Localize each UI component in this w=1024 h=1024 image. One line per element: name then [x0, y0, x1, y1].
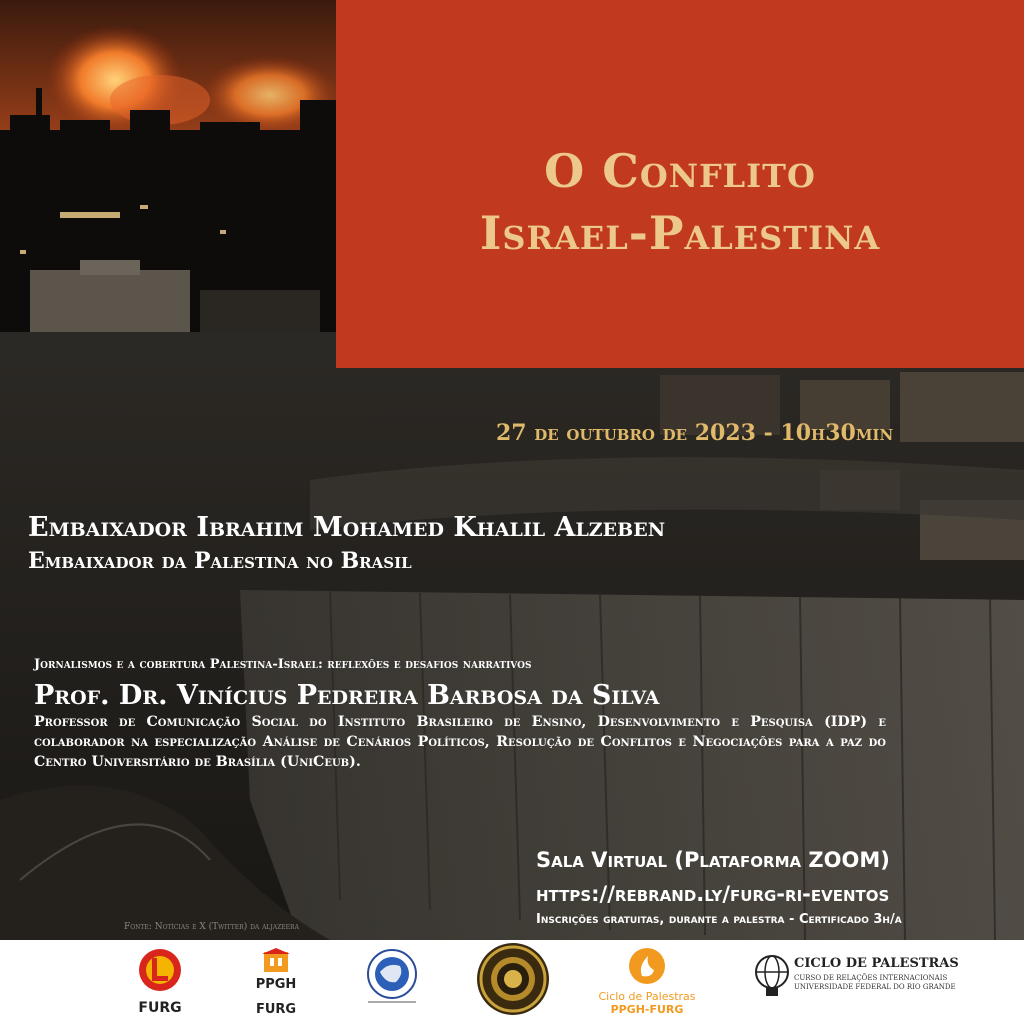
ppgh-label-bottom: FURG [255, 1002, 297, 1017]
golden-seal-icon [476, 942, 550, 1016]
ambassador-role: Embaixador da Palestina no Brasil [28, 548, 412, 574]
ppgh-label-top: PPGH [255, 977, 297, 992]
event-date: 27 de outubro de 2023 - 10h30min [496, 420, 894, 446]
globe-bulb-icon [752, 954, 792, 998]
event-title-line2: Israel-Palestina [479, 206, 881, 260]
registration-info: Inscrições gratuitas, durante a palestra - Certificado 3h/a [536, 912, 902, 927]
event-title-line1: O Conflito [544, 144, 816, 198]
virtual-room: Sala Virtual (Plataforma ZOOM) [536, 848, 890, 872]
ciclo-ppgh-logo [592, 946, 702, 1016]
ppgh-logo [246, 948, 306, 1018]
furg-logo [134, 948, 186, 1016]
ri-course-logo [364, 948, 420, 1008]
globe-seal-icon [364, 948, 420, 1004]
furg-emblem-icon [134, 948, 186, 994]
event-title [336, 140, 1024, 264]
speaker-bio: Professor de Comunicação Social do Instituto Brasileiro de Ensino, Desenvolvimento e Pesquisa (IDP) e colaborador na especialização Análise de Cenários Políticos, Resolução de Conflitos e Negociações para a paz do Centro Universitário de Brasília (UniCeub). [34, 714, 886, 770]
ciclo-ri-logo [752, 954, 959, 1004]
sponsor-logos-bar [0, 940, 1024, 1024]
furg-label: FURG [138, 1000, 182, 1016]
historical-society-seal [476, 942, 550, 1020]
title-panel [336, 0, 1024, 368]
ciclo-label-1: Ciclo de Palestras [598, 990, 696, 1003]
lecture-title: Jornalismos e a cobertura Palestina-Israel: reflexões e desafios narrativos [34, 657, 532, 672]
ciclo-ri-sub2: UNIVERSIDADE FEDERAL DO RIO GRANDE [794, 983, 956, 991]
ciclo-ri-sub1: CURSO DE RELAÇÕES INTERNACIONAIS [794, 974, 948, 982]
ppgh-emblem-icon [246, 948, 306, 974]
photo-source-note: Fonte: Notícias e X (Twitter) da aljazeera [124, 922, 299, 932]
flame-icon [592, 946, 702, 986]
explosion-photo [0, 0, 336, 368]
ambassador-name: Embaixador Ibrahim Mohamed Khalil Alzeben [28, 512, 666, 543]
event-link[interactable]: https://rebrand.ly/furg-ri-eventos [536, 882, 890, 906]
ciclo-ri-title: CICLO DE PALESTRAS [794, 956, 959, 971]
speaker-name: Prof. Dr. Vinícius Pedreira Barbosa da Silva [34, 680, 660, 711]
ciclo-label-2: PPGH-FURG [610, 1003, 684, 1016]
